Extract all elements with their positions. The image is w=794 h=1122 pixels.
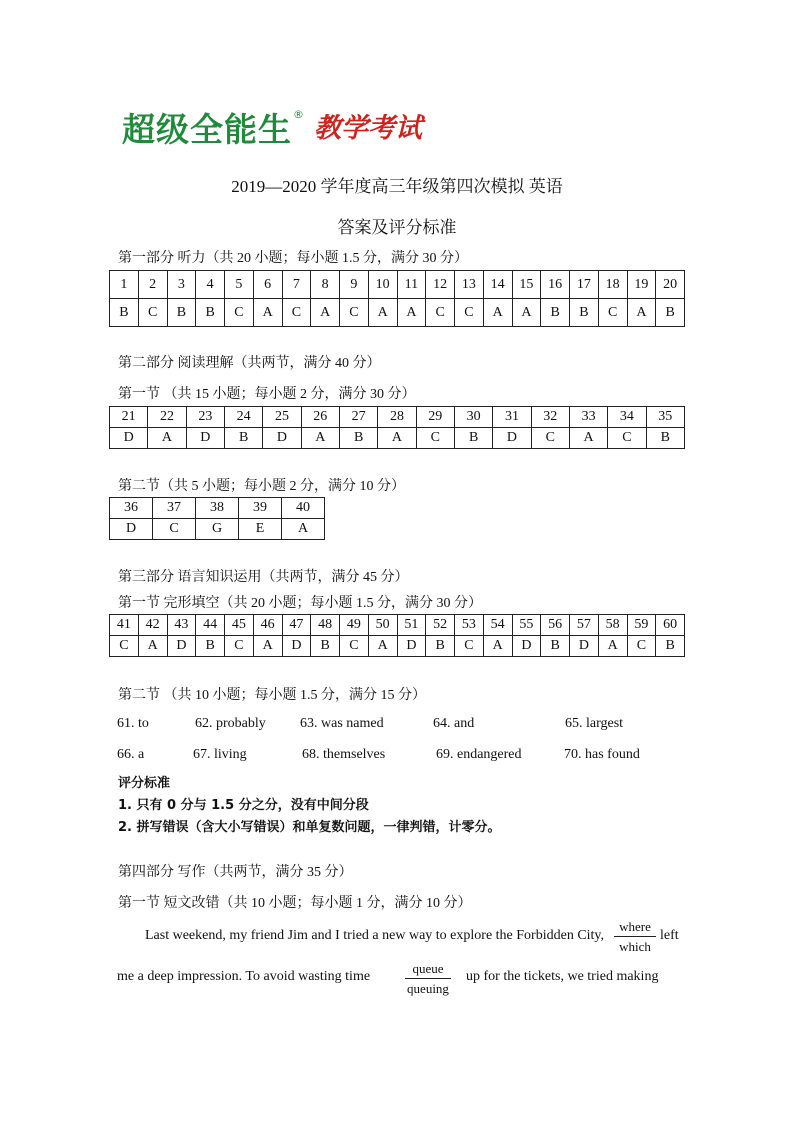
answer-cell: C bbox=[138, 299, 167, 327]
logo-main-text: 超级全能生 bbox=[122, 110, 292, 149]
page-title: 2019—2020 学年度高三年级第四次模拟 英语 bbox=[231, 177, 563, 196]
brand-logo bbox=[122, 108, 422, 152]
question-number-cell: 10 bbox=[368, 271, 397, 299]
question-number-cell: 28 bbox=[378, 407, 416, 428]
correction-mark bbox=[614, 919, 656, 955]
part2-section1-answer-table bbox=[109, 406, 685, 449]
question-number-cell: 21 bbox=[110, 407, 148, 428]
question-number-cell: 4 bbox=[196, 271, 225, 299]
logo-sub-text: 教学考试 bbox=[314, 113, 422, 144]
answer-cell: B bbox=[454, 428, 492, 449]
answer-row bbox=[110, 428, 685, 449]
question-number-cell: 15 bbox=[512, 271, 541, 299]
question-number-cell: 43 bbox=[167, 615, 196, 636]
corrected-word: queuing bbox=[407, 981, 449, 996]
question-number-cell: 2 bbox=[138, 271, 167, 299]
answer-cell: A bbox=[253, 299, 282, 327]
question-number-cell: 29 bbox=[416, 407, 454, 428]
number-row bbox=[110, 407, 685, 428]
answer-cell: D bbox=[263, 428, 301, 449]
question-number-cell: 59 bbox=[627, 615, 656, 636]
question-number-cell: 17 bbox=[570, 271, 599, 299]
answer-row bbox=[110, 519, 325, 540]
answer-cell: B bbox=[646, 428, 684, 449]
question-number-cell: 60 bbox=[656, 615, 685, 636]
answer-cell: A bbox=[311, 299, 340, 327]
part2-header: 第二部分 阅读理解（共两节，满分 40 分） bbox=[118, 356, 381, 371]
answer-cell: A bbox=[598, 636, 627, 657]
part3-section1-header: 第一节 完形填空（共 20 小题；每小题 1.5 分，满分 30 分） bbox=[118, 596, 482, 611]
question-number-cell: 33 bbox=[569, 407, 607, 428]
question-number-cell: 24 bbox=[224, 407, 262, 428]
answer-cell: C bbox=[225, 299, 254, 327]
question-number-cell: 50 bbox=[368, 615, 397, 636]
question-number-cell: 39 bbox=[239, 498, 282, 519]
fill-answer: 66. a bbox=[117, 747, 145, 762]
answer-cell: C bbox=[608, 428, 646, 449]
answer-cell: A bbox=[138, 636, 167, 657]
answer-cell: D bbox=[512, 636, 541, 657]
passage-line: up for the tickets, we tried making bbox=[466, 969, 659, 984]
part1-answer-table bbox=[109, 270, 685, 327]
question-number-cell: 27 bbox=[339, 407, 377, 428]
answer-row bbox=[110, 299, 685, 327]
answer-row bbox=[110, 636, 685, 657]
answer-cell: A bbox=[368, 299, 397, 327]
answer-cell: B bbox=[541, 636, 570, 657]
answer-cell: B bbox=[339, 428, 377, 449]
answer-cell: D bbox=[282, 636, 311, 657]
question-number-cell: 53 bbox=[455, 615, 484, 636]
fill-answer: 70. has found bbox=[564, 747, 640, 762]
part1-header: 第一部分 听力（共 20 小题；每小题 1.5 分，满分 30 分） bbox=[118, 251, 468, 266]
fill-answer: 69. endangered bbox=[436, 747, 522, 762]
question-number-cell: 44 bbox=[196, 615, 225, 636]
part3-section2-header: 第二节 （共 10 小题；每小题 1.5 分，满分 15 分） bbox=[118, 688, 426, 703]
question-number-cell: 23 bbox=[186, 407, 224, 428]
answer-cell: D bbox=[397, 636, 426, 657]
number-row bbox=[110, 498, 325, 519]
question-number-cell: 56 bbox=[541, 615, 570, 636]
question-number-cell: 47 bbox=[282, 615, 311, 636]
question-number-cell: 52 bbox=[426, 615, 455, 636]
part4-section1-header: 第一节 短文改错（共 10 小题；每小题 1 分，满分 10 分） bbox=[118, 896, 472, 911]
answer-cell: A bbox=[148, 428, 186, 449]
question-number-cell: 40 bbox=[282, 498, 325, 519]
answer-cell: D bbox=[493, 428, 531, 449]
question-number-cell: 22 bbox=[148, 407, 186, 428]
question-number-cell: 36 bbox=[110, 498, 153, 519]
fill-answer: 68. themselves bbox=[302, 747, 386, 762]
part2-section2-header: 第二节（共 5 小题；每小题 2 分，满分 10 分） bbox=[118, 479, 405, 494]
passage-line-end: left bbox=[660, 928, 679, 943]
answer-cell: B bbox=[196, 299, 225, 327]
answer-cell: B bbox=[656, 636, 685, 657]
answer-cell: C bbox=[110, 636, 139, 657]
corrected-word: which bbox=[619, 939, 651, 954]
fill-answer: 63. was named bbox=[300, 716, 384, 731]
answer-cell: C bbox=[340, 299, 369, 327]
fill-answer: 67. living bbox=[193, 747, 247, 762]
answer-cell: E bbox=[239, 519, 282, 540]
answer-cell: C bbox=[225, 636, 254, 657]
answer-cell: A bbox=[378, 428, 416, 449]
part3-section1-answer-table bbox=[109, 614, 685, 657]
question-number-cell: 46 bbox=[253, 615, 282, 636]
part2-section1-header: 第一节 （共 15 小题；每小题 2 分，满分 30 分） bbox=[118, 387, 416, 402]
fill-answer: 64. and bbox=[433, 716, 475, 731]
part3-header: 第三部分 语言知识运用（共两节，满分 45 分） bbox=[118, 570, 409, 585]
answer-cell: B bbox=[196, 636, 225, 657]
answer-cell: A bbox=[368, 636, 397, 657]
answer-cell: A bbox=[627, 299, 656, 327]
question-number-cell: 41 bbox=[110, 615, 139, 636]
answer-cell: C bbox=[153, 519, 196, 540]
criteria-item: 2. 拼写错误（含大小写错误）和单复数问题，一律判错，计零分。 bbox=[118, 820, 501, 835]
answer-cell: B bbox=[167, 299, 196, 327]
question-number-cell: 20 bbox=[656, 271, 685, 299]
question-number-cell: 58 bbox=[598, 615, 627, 636]
question-number-cell: 26 bbox=[301, 407, 339, 428]
question-number-cell: 14 bbox=[483, 271, 512, 299]
answer-cell: C bbox=[282, 299, 311, 327]
question-number-cell: 30 bbox=[454, 407, 492, 428]
question-number-cell: 37 bbox=[153, 498, 196, 519]
question-number-cell: 32 bbox=[531, 407, 569, 428]
answer-cell: C bbox=[340, 636, 369, 657]
answer-cell: C bbox=[426, 299, 455, 327]
question-number-cell: 13 bbox=[455, 271, 484, 299]
question-number-cell: 51 bbox=[397, 615, 426, 636]
question-number-cell: 48 bbox=[311, 615, 340, 636]
answer-cell: G bbox=[196, 519, 239, 540]
answer-cell: C bbox=[598, 299, 627, 327]
fill-answer: 65. largest bbox=[565, 716, 624, 731]
question-number-cell: 1 bbox=[110, 271, 139, 299]
answer-cell: D bbox=[167, 636, 196, 657]
fill-answer: 61. to bbox=[117, 716, 149, 731]
answer-cell: B bbox=[541, 299, 570, 327]
answer-cell: A bbox=[253, 636, 282, 657]
registered-mark: ® bbox=[293, 108, 304, 121]
answer-cell: C bbox=[455, 636, 484, 657]
answer-cell: C bbox=[531, 428, 569, 449]
question-number-cell: 6 bbox=[253, 271, 282, 299]
question-number-cell: 5 bbox=[225, 271, 254, 299]
answer-cell: D bbox=[570, 636, 599, 657]
part2-section2-answer-table bbox=[109, 497, 325, 540]
answer-cell: D bbox=[110, 428, 148, 449]
question-number-cell: 49 bbox=[340, 615, 369, 636]
answer-cell: A bbox=[282, 519, 325, 540]
number-row bbox=[110, 615, 685, 636]
answer-cell: A bbox=[397, 299, 426, 327]
answer-cell: B bbox=[570, 299, 599, 327]
question-number-cell: 35 bbox=[646, 407, 684, 428]
question-number-cell: 25 bbox=[263, 407, 301, 428]
question-number-cell: 18 bbox=[598, 271, 627, 299]
question-number-cell: 16 bbox=[541, 271, 570, 299]
part4-header: 第四部分 写作（共两节，满分 35 分） bbox=[118, 865, 353, 880]
question-number-cell: 55 bbox=[512, 615, 541, 636]
criteria-title: 评分标准 bbox=[118, 776, 171, 791]
answer-cell: A bbox=[301, 428, 339, 449]
page-subtitle: 答案及评分标准 bbox=[337, 218, 457, 237]
question-number-cell: 45 bbox=[225, 615, 254, 636]
answer-cell: C bbox=[455, 299, 484, 327]
answer-cell: C bbox=[627, 636, 656, 657]
correction-mark bbox=[405, 961, 451, 997]
question-number-cell: 8 bbox=[311, 271, 340, 299]
question-number-cell: 19 bbox=[627, 271, 656, 299]
answer-cell: A bbox=[569, 428, 607, 449]
question-number-cell: 38 bbox=[196, 498, 239, 519]
question-number-cell: 9 bbox=[340, 271, 369, 299]
original-word: where bbox=[614, 919, 656, 937]
passage-line: me a deep impression. To avoid wasting time bbox=[117, 969, 371, 984]
question-number-cell: 57 bbox=[570, 615, 599, 636]
question-number-cell: 3 bbox=[167, 271, 196, 299]
answer-cell: A bbox=[483, 299, 512, 327]
question-number-cell: 12 bbox=[426, 271, 455, 299]
passage-line: Last weekend, my friend Jim and I tried a new way to explore the Forbidden City, bbox=[145, 928, 605, 943]
fill-answer: 62. probably bbox=[195, 716, 266, 731]
question-number-cell: 34 bbox=[608, 407, 646, 428]
question-number-cell: 42 bbox=[138, 615, 167, 636]
question-number-cell: 7 bbox=[282, 271, 311, 299]
answer-cell: B bbox=[656, 299, 685, 327]
number-row bbox=[110, 271, 685, 299]
answer-cell: B bbox=[426, 636, 455, 657]
answer-cell: B bbox=[110, 299, 139, 327]
answer-cell: B bbox=[224, 428, 262, 449]
question-number-cell: 54 bbox=[483, 615, 512, 636]
answer-cell: D bbox=[186, 428, 224, 449]
criteria-item: 1. 只有 0 分与 1.5 分之分，没有中间分段 bbox=[118, 798, 369, 813]
answer-cell: D bbox=[110, 519, 153, 540]
answer-cell: B bbox=[311, 636, 340, 657]
question-number-cell: 31 bbox=[493, 407, 531, 428]
answer-cell: A bbox=[483, 636, 512, 657]
answer-cell: A bbox=[512, 299, 541, 327]
answer-cell: C bbox=[416, 428, 454, 449]
original-word: queue bbox=[405, 961, 451, 979]
question-number-cell: 11 bbox=[397, 271, 426, 299]
